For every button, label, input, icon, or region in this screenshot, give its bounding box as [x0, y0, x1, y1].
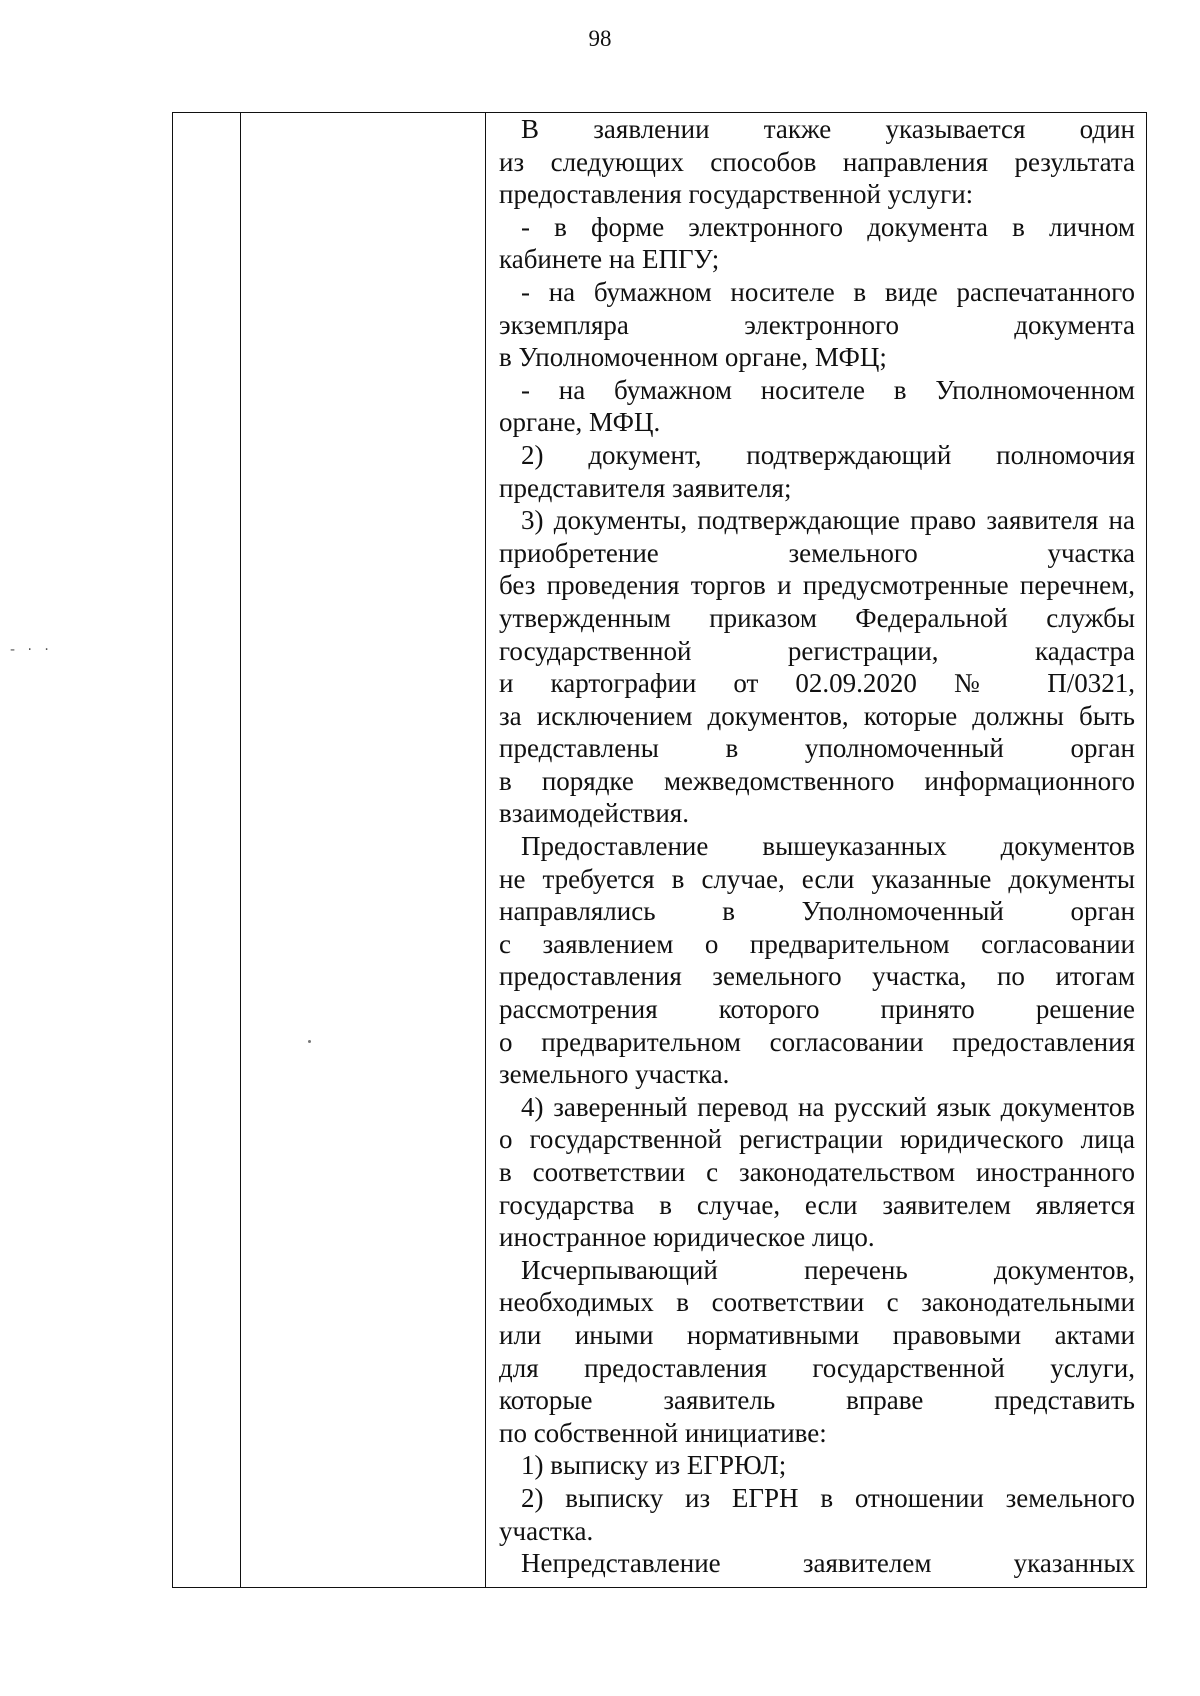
text-line: из следующих способов направления результата — [499, 146, 1135, 177]
para-item-2 — [499, 439, 1135, 504]
text-line: взаимодействия. — [499, 798, 689, 829]
para-electronic-doc — [499, 211, 1135, 276]
text-line: экземпляра электронного документа — [499, 309, 1135, 340]
scan-dot — [308, 1040, 311, 1043]
text-line: о предварительном согласовании предоставления — [499, 1026, 1135, 1057]
column-divider-2 — [485, 113, 486, 1587]
text-line: Исчерпывающий перечень документов, — [521, 1254, 1135, 1285]
text-line: предоставления земельного участка, по итогам — [499, 961, 1135, 992]
text-line: в Уполномоченном органе, МФЦ; — [499, 342, 887, 373]
text-line: без проведения торгов и предусмотренные перечнем, — [499, 570, 1135, 601]
text-line: в порядке межведомственного информационного — [499, 765, 1135, 796]
text-line: органе, МФЦ. — [499, 407, 661, 438]
text-line: которые заявитель вправе представить — [499, 1385, 1135, 1416]
text-line: не требуется в случае, если указанные документы — [499, 863, 1135, 894]
text-line: 1) выписку из ЕГРЮЛ; — [521, 1450, 787, 1481]
text-line: 2) выписку из ЕГРН в отношении земельного — [521, 1482, 1135, 1513]
text-line: рассмотрения которого принято решение — [499, 994, 1135, 1025]
text-line: 2) документ, подтверждающий полномочия — [521, 439, 1135, 470]
text-line: Непредставление заявителем указанных — [521, 1548, 1135, 1579]
text-line: 3) документы, подтверждающие право заявителя на — [521, 505, 1135, 536]
text-line: в соответствии с законодательством иностранного — [499, 1157, 1135, 1187]
text-line: участка. — [499, 1515, 594, 1546]
text-line: 4) заверенный перевод на русский язык документов — [521, 1091, 1135, 1122]
para-non-submission — [499, 1547, 1135, 1580]
column-divider-1 — [240, 113, 241, 1587]
text-line: В заявлении также указывается один — [521, 114, 1135, 144]
para-paper-printed — [499, 276, 1135, 374]
text-line: или иными нормативными правовыми актами — [499, 1319, 1135, 1350]
document-table — [172, 112, 1147, 1588]
para-item-4 — [499, 1091, 1135, 1254]
text-line: представителя заявителя; — [499, 472, 792, 503]
text-line: для предоставления государственной услуги, — [499, 1352, 1135, 1383]
text-line: кабинете на ЕПГУ; — [499, 244, 720, 275]
text-line: о государственной регистрации юридического лица — [499, 1124, 1135, 1155]
table-cell-content — [499, 113, 1135, 1580]
para-egrn — [499, 1482, 1135, 1547]
text-line: необходимых в соответствии с законодательными — [499, 1287, 1135, 1318]
text-line: - на бумажном носителе в виде распечатанного — [521, 276, 1135, 307]
para-not-required — [499, 830, 1135, 1091]
text-line: и картографии от 02.09.2020 № П/0321, — [499, 668, 1135, 699]
para-paper-office — [499, 374, 1135, 439]
para-item-3 — [499, 504, 1135, 830]
para-result-methods — [499, 113, 1135, 211]
text-line: за исключением документов, которые должны быть — [499, 700, 1135, 731]
text-line: утвержденным приказом Федеральной службы — [499, 602, 1135, 633]
text-line: земельного участка. — [499, 1059, 730, 1090]
text-line: направлялись в Уполномоченный орган — [499, 896, 1135, 927]
text-line: - на бумажном носителе в Уполномоченном — [521, 374, 1135, 405]
text-line: государства в случае, если заявителем является — [499, 1189, 1135, 1220]
text-line: Предоставление вышеуказанных документов — [521, 831, 1135, 862]
page-number: 98 — [588, 26, 612, 51]
scan-margin-marks: - · · — [10, 642, 53, 658]
para-egrul — [499, 1449, 1135, 1482]
text-line: по собственной инициативе: — [499, 1417, 827, 1448]
text-line: - в форме электронного документа в личном — [521, 211, 1135, 242]
text-line: иностранное юридическое лицо. — [499, 1222, 875, 1253]
para-exhaustive-list — [499, 1254, 1135, 1450]
text-line: предоставления государственной услуги: — [499, 179, 974, 210]
text-line: с заявлением о предварительном согласовании — [499, 928, 1135, 959]
text-line: государственной регистрации, кадастра — [499, 635, 1135, 666]
text-line: приобретение земельного участка — [499, 537, 1135, 568]
text-line: представлены в уполномоченный орган — [499, 733, 1135, 764]
